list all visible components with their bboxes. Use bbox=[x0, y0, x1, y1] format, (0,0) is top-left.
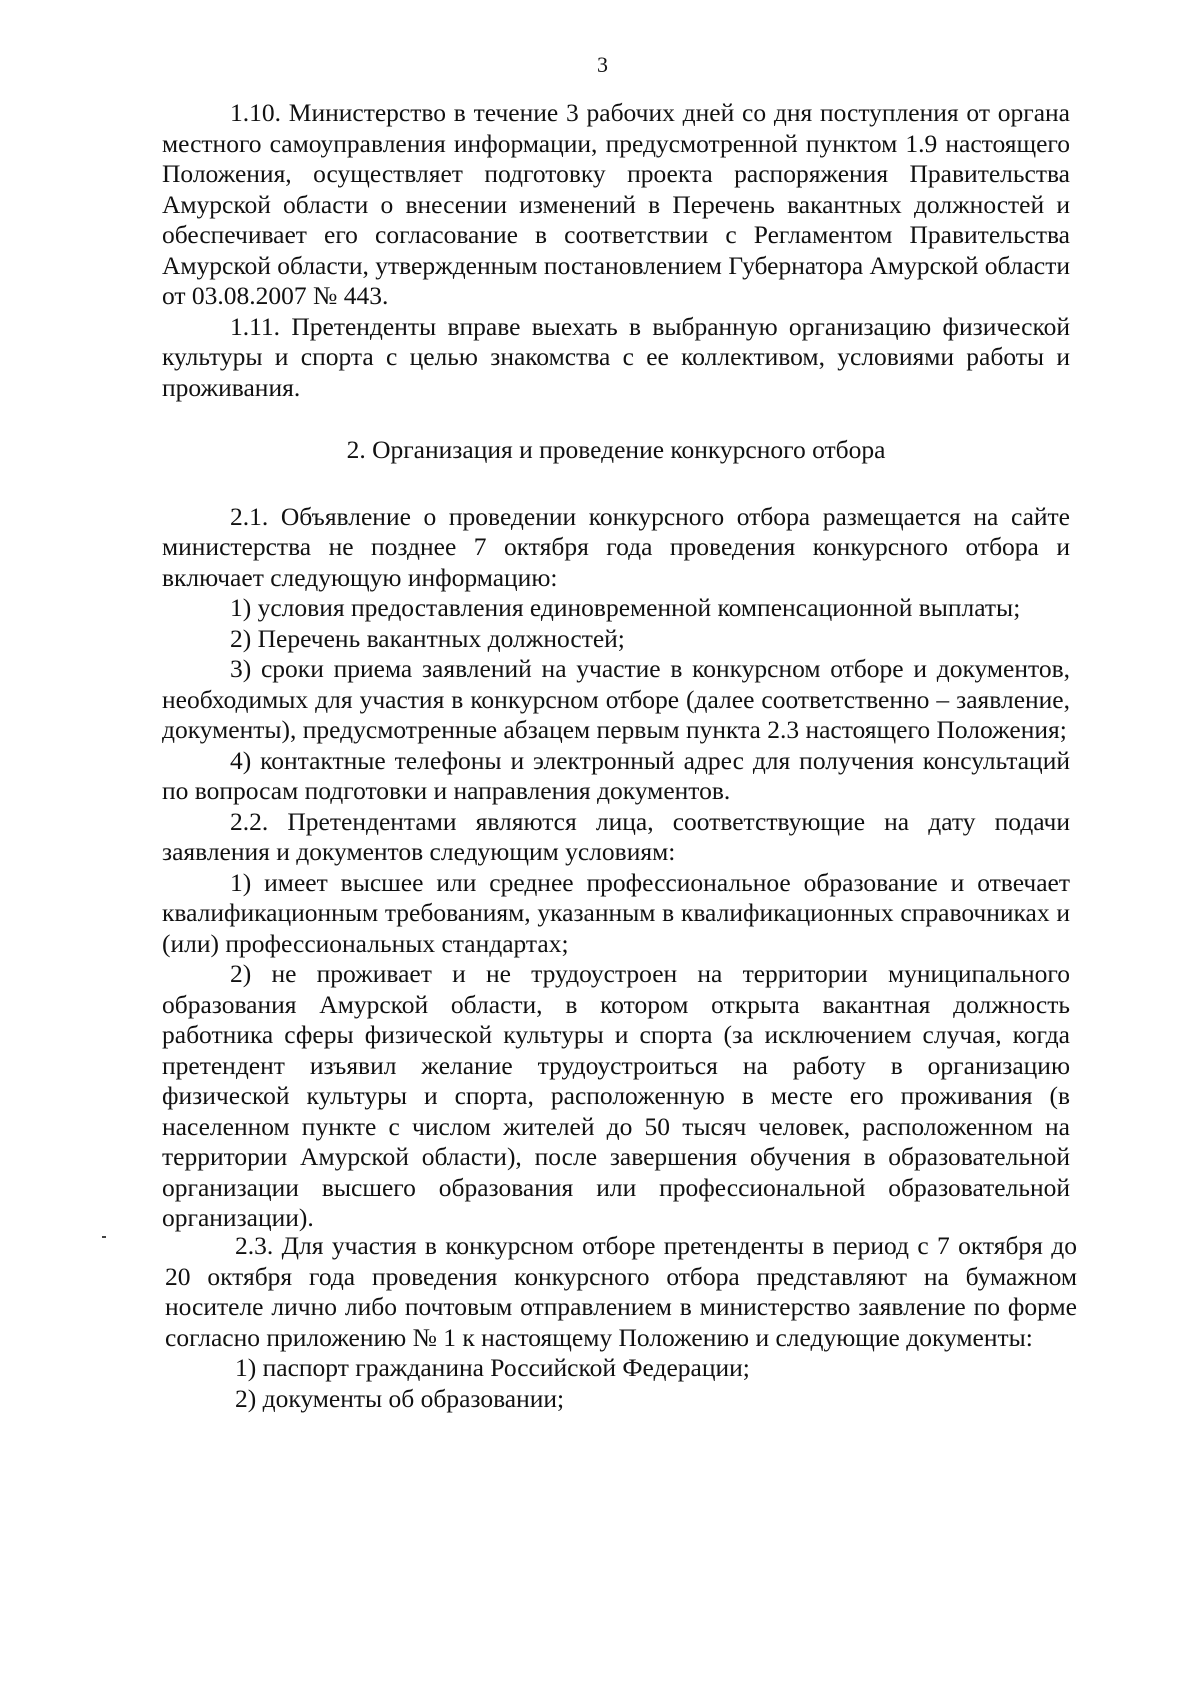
list-item-2-3-1: 1) паспорт гражданина Российской Федерации; bbox=[235, 1353, 750, 1382]
list-item-2-1-3: 3) сроки приема заявлений на участие в конкурсном отборе и документов, необходимых для участия в конкурсном отборе (далее соответственно – заявление, документы), предусмотренные абзацем первым пункта 2.3 настоящего Положения; bbox=[162, 654, 1070, 744]
list-item-2-2-2: 2) не проживает и не трудоустроен на территории муниципального образования Амурской области, в котором открыта вакантная должность работника сферы физической культуры и спорта (за исключением случая, когда претендент изъявил желание трудоустроиться на работу в организацию физической культуры и спорта, расположенную в месте его проживания (в населенном пункте с числом жителей до 50 тысяч человек, расположенном на территории Амурской области), после завершения обучения в образовательной организации высшего образования или профессиональной образовательной организации). bbox=[162, 959, 1070, 1232]
list-item-2-3-2: 2) документы об образовании; bbox=[235, 1383, 565, 1413]
paragraph-1-11: 1.11. Претенденты вправе выехать в выбранную организацию физической культуры и спорта с целью знакомства с ее коллективом, условиями работы и проживания. bbox=[162, 311, 1070, 402]
paragraph-2-3: 2.3. Для участия в конкурсном отборе претенденты в период с 7 октября до 20 октября года проведения конкурсного отбора представляют на бумажном носителе лично либо почтовым отправлением в министерство заявление по форме согласно приложению № 1 к настоящему Положению и следующие документы: bbox=[165, 1231, 1077, 1352]
paragraph-2-1: 2.1. Объявление о проведении конкурсного отбора размещается на сайте министерства не позднее 7 октября года проведения конкурсного отбора и включает следующую информацию: bbox=[162, 501, 1070, 592]
list-item-2-1-4: 4) контактные телефоны и электронный адрес для получения консультаций по вопросам подготовки и направления документов. bbox=[162, 745, 1070, 805]
paragraph-1-10: 1.10. Министерство в течение 3 рабочих дней со дня поступления от органа местного самоуправления информации, предусмотренной пунктом 1.9 настоящего Положения, осуществляет подготовку проекта распоряжения Правительства Амурской области о внесении изменений в Перечень вакантных должностей и обеспечивает его согласование в соответствии с Регламентом Правительства Амурской области, утвержденным постановлением Губернатора Амурской области от 03.08.2007 № 443. bbox=[162, 98, 1070, 310]
document-body bbox=[162, 98, 1070, 1234]
page-number: 3 bbox=[597, 52, 608, 77]
paragraph-2-2: 2.2. Претендентами являются лица, соответствующие на дату подачи заявления и документов следующим условиям: bbox=[162, 806, 1070, 866]
document-body-lower bbox=[165, 1231, 1077, 1414]
list-item-2-1-2: 2) Перечень вакантных должностей; bbox=[230, 623, 625, 653]
list-item-2-1-1: 1) условия предоставления единовременной компенсационной выплаты; bbox=[230, 593, 1021, 622]
list-item-2-2-1: 1) имеет высшее или среднее профессиональное образование и отвечает квалификационным требованиям, указанным в квалификационных справочниках и (или) профессиональных стандартах; bbox=[162, 867, 1070, 958]
scan-speck bbox=[102, 1236, 106, 1238]
section-title: 2. Организация и проведение конкурсного отбора bbox=[346, 435, 886, 464]
